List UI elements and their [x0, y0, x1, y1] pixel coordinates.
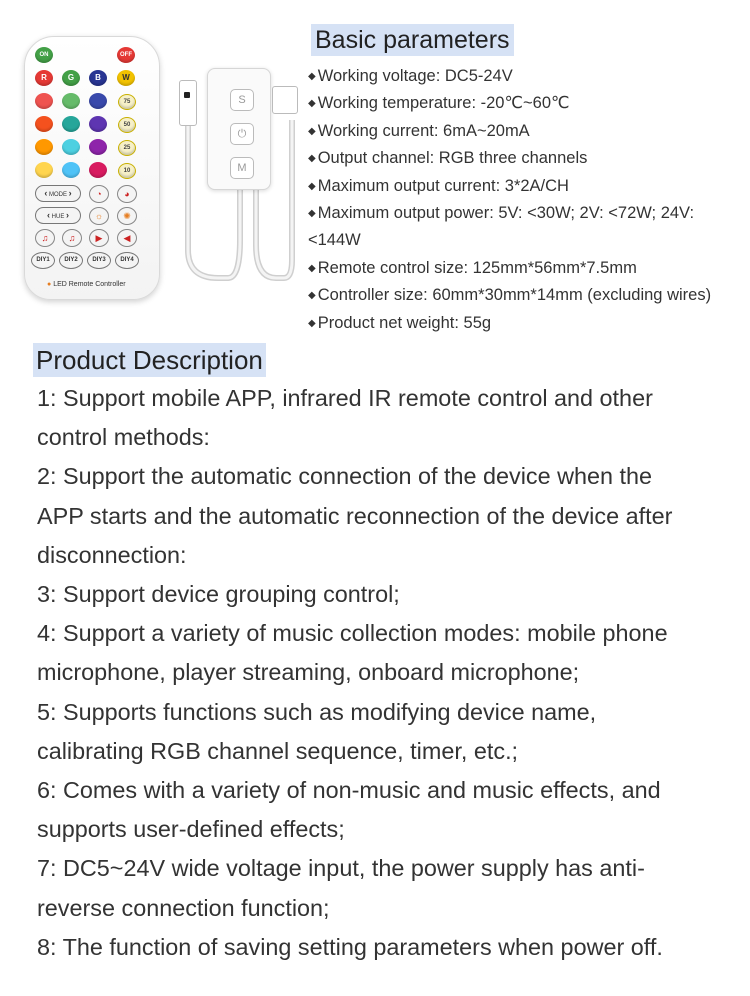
remote-b-button: B	[89, 70, 107, 86]
parameter-text: Working current: 6mA~20mA	[317, 121, 530, 140]
diamond-bullet-icon: ◆	[308, 180, 316, 192]
remote-color-button	[62, 162, 80, 178]
parameter-text: Maximum output power: 5V: <30W; 2V: <72W; 24V:	[317, 204, 695, 223]
description-line: 8: The function of saving setting parameters when power off.	[37, 933, 663, 960]
remote-color-button	[62, 93, 80, 109]
controller-box-image	[207, 68, 271, 190]
description-line: 6: Comes with a variety of non-music and music effects, and	[37, 777, 661, 804]
diamond-bullet-icon: ◆	[308, 208, 316, 220]
diamond-bullet-icon: ◆	[308, 125, 316, 137]
description-line: 7: DC5~24V wide voltage input, the power supply has anti-	[37, 855, 645, 882]
controller-s-key: S	[230, 89, 254, 111]
remote-color-button	[89, 139, 107, 155]
remote-r-button: R	[35, 70, 53, 86]
description-line: calibrating RGB channel sequence, timer, etc.;	[37, 737, 519, 764]
diamond-bullet-icon: ◆	[308, 71, 316, 82]
remote-color-button	[62, 139, 80, 155]
remote-level-50: 50	[118, 117, 136, 133]
basic-parameters-list	[308, 63, 748, 337]
music-note-icon: ♫	[35, 229, 55, 247]
remote-hue-pill	[35, 207, 81, 224]
parameter-text: Working temperature: -20℃~60℃	[317, 94, 570, 113]
rgb-socket-image	[272, 86, 298, 114]
parameter-item	[308, 200, 748, 227]
remote-color-button	[89, 93, 107, 109]
remote-color-button	[89, 162, 107, 178]
remote-diy1-button: DIY1	[31, 252, 55, 269]
parameter-text: <144W	[308, 231, 361, 250]
remote-off-button: OFF	[117, 47, 135, 63]
remote-color-button	[89, 116, 107, 132]
description-line: 4: Support a variety of music collection modes: mobile phone	[37, 620, 668, 647]
description-line: supports user-defined effects;	[37, 816, 345, 843]
dc-plug-pin	[184, 92, 190, 98]
remote-g-button: G	[62, 70, 80, 86]
brightness-down-icon: ☼	[89, 207, 109, 225]
product-description-list	[37, 379, 742, 967]
parameter-item	[308, 63, 748, 90]
diamond-bullet-icon: ◆	[308, 98, 316, 110]
chevron-left-icon: ‹	[44, 188, 48, 198]
remote-color-button	[35, 93, 53, 109]
remote-w-button: W	[117, 70, 135, 86]
diamond-bullet-icon: ◆	[308, 153, 316, 165]
remote-level-75: 75	[118, 94, 136, 110]
description-line: 2: Support the automatic connection of the device when the	[37, 463, 653, 490]
remote-hue-label: HUE	[51, 214, 65, 220]
description-line: 5: Supports functions such as modifying device name,	[37, 698, 597, 725]
remote-diy2-button: DIY2	[59, 252, 83, 269]
parameter-item	[308, 282, 748, 309]
play-icon: ▶	[89, 229, 109, 247]
description-line: 1: Support mobile APP, infrared IR remote control and other	[37, 385, 653, 411]
parameter-item	[308, 310, 748, 337]
remote-diy4-button: DIY4	[115, 252, 139, 269]
remote-diy3-button: DIY3	[87, 252, 111, 269]
volume-icon: ◀	[117, 229, 137, 247]
parameter-item-continued	[308, 227, 748, 254]
parameter-text: Product net weight: 55g	[317, 313, 492, 332]
remote-on-button: ON	[35, 47, 53, 63]
description-line: microphone, player streaming, onboard microphone;	[37, 659, 580, 686]
chevron-right-icon: ›	[68, 188, 72, 198]
remote-color-button	[35, 139, 53, 155]
parameter-text: Remote control size: 125mm*56mm*7.5mm	[317, 258, 637, 277]
chevron-right-icon: ›	[66, 210, 69, 220]
brightness-up-icon: ✺	[117, 207, 137, 225]
parameter-text: Output channel: RGB three channels	[317, 149, 588, 168]
description-line: control methods:	[37, 424, 210, 451]
product-description-title: Product Description	[33, 343, 266, 377]
parameter-text: Maximum output current: 3*2A/CH	[317, 176, 569, 195]
description-line: 3: Support device grouping control;	[37, 581, 400, 608]
remote-level-10: 10	[118, 163, 136, 179]
remote-mode-pill	[35, 185, 81, 202]
diamond-bullet-icon: ◆	[308, 317, 316, 329]
description-line: APP starts and the automatic reconnection of the device after	[37, 502, 673, 529]
remote-mode-label: MODE	[49, 192, 67, 198]
parameter-text: Working voltage: DC5-24V	[317, 67, 513, 85]
controller-m-key: M	[230, 157, 254, 179]
parameter-item	[308, 90, 748, 117]
parameter-item	[308, 118, 748, 145]
led-logo-icon: ●	[47, 281, 52, 288]
speed-dial-icon: ◕	[117, 185, 137, 203]
remote-level-25: 25	[118, 140, 136, 156]
parameter-item	[308, 173, 748, 200]
remote-color-button	[35, 116, 53, 132]
remote-color-button	[62, 116, 80, 132]
parameter-item	[308, 255, 748, 282]
basic-parameters-title: Basic parameters	[311, 24, 514, 56]
diamond-bullet-icon: ◆	[308, 290, 316, 302]
remote-control-image	[24, 36, 160, 300]
parameter-item	[308, 145, 748, 172]
music-note-icon: ♫	[62, 229, 82, 247]
diamond-bullet-icon: ◆	[308, 262, 316, 274]
dc-plug-image	[179, 80, 197, 126]
description-line: reverse connection function;	[37, 894, 330, 921]
remote-color-button	[35, 162, 53, 178]
remote-brand-text: LED Remote Controller	[53, 281, 126, 288]
speed-dial-icon: ◔	[89, 185, 109, 203]
remote-brand-label	[47, 281, 126, 288]
power-icon: ⏻	[230, 123, 254, 145]
description-line: disconnection:	[37, 541, 187, 568]
parameter-text: Controller size: 60mm*30mm*14mm (excluding wires)	[317, 286, 712, 305]
chevron-left-icon: ‹	[46, 210, 50, 220]
